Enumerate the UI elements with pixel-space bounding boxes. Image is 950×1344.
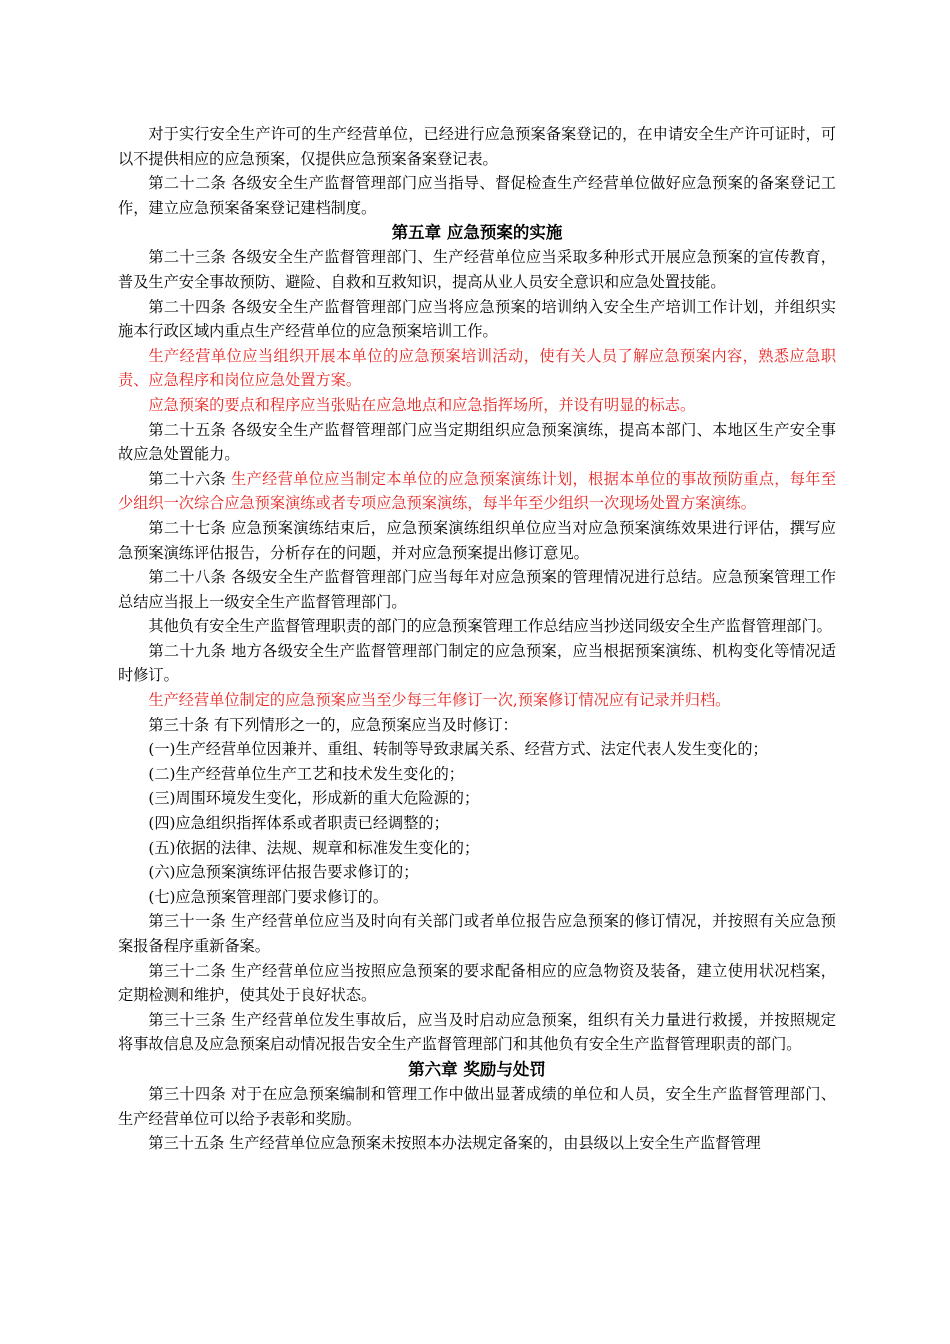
list-item: (五)依据的法律、法规、规章和标准发生变化的； [148,838,480,857]
paragraph: 其他负有安全生产监督管理职责的部门的应急预案管理工作总结应当抄送同级安全生产监督管理部门。 [148,617,832,636]
article-23: 第二十三条 各级安全生产监督管理部门、生产经营单位应当采取多种形式开展应急预案的宣传教育，普及生产安全事故预防、避险、自救和互救知识，提高从业人员安全意识和应急处置技能。 [118,248,836,291]
list-item: (二)生产经营单位生产工艺和技术发生变化的； [148,764,464,783]
article-26-lead: 第二十六条 [148,469,232,488]
article-33: 第三十三条 生产经营单位发生事故后，应当及时启动应急预案，组织有关力量进行救援，并按照规定将事故信息及应急预案启动情况报告安全生产监督管理部门和其他负有安全生产监督管理职责的部门。 [118,1010,836,1054]
list-item: (四)应急组织指挥体系或者职责已经调整的； [148,814,449,833]
article-29: 第二十九条 地方各级安全生产监督管理部门制定的应急预案，应当根据预案演练、机构变化等情况适时修订。 [118,641,836,685]
article-28: 第二十八条 各级安全生产监督管理部门应当每年对应急预案的管理情况进行总结。应急预案管理工作总结应当报上一级安全生产监督管理部门。 [118,568,836,611]
paragraph: 对于实行安全生产许可的生产经营单位，已经进行应急预案备案登记的，在申请安全生产许可证时，可以不提供相应的应急预案，仅提供应急预案备案登记表。 [118,125,836,168]
article-22: 第二十二条 各级安全生产监督管理部门应当指导、督促检查生产经营单位做好应急预案的备案登记工作，建立应急预案备案登记建档制度。 [118,174,836,217]
article-24: 第二十四条 各级安全生产监督管理部门应当将应急预案的培训纳入安全生产培训工作计划，并组织实施本行政区域内重点生产经营单位的应急预案培训工作。 [118,297,836,341]
document-page [118,122,836,1156]
article-26 [118,467,836,516]
list-item: (七)应急预案管理部门要求修订的。 [148,887,389,906]
article-27: 第二十七条 应急预案演练结束后，应急预案演练组织单位应当对应急预案演练效果进行评估，撰写应急预案演练评估报告，分析存在的问题，并对应急预案提出修订意见。 [118,518,836,562]
chapter-6-heading: 第六章 奖励与处罚 [408,1059,546,1079]
article-34: 第三十四条 对于在应急预案编制和管理工作中做出显著成绩的单位和人员，安全生产监督管理部门、生产经营单位可以给予表彰和奖励。 [118,1084,836,1128]
list-item: (三)周围环境发生变化，形成新的重大危险源的； [148,789,480,808]
highlight-paragraph: 生产经营单位制定的应急预案应当至少每三年修订一次,预案修订情况应有记录并归档。 [148,691,731,710]
list-item: (一)生产经营单位因兼并、重组、转制等导致隶属关系、经营方式、法定代表人发生变化的； [148,740,768,759]
article-32: 第三十二条 生产经营单位应当按照应急预案的要求配备相应的应急物资及装备，建立使用状况档案，定期检测和维护，使其处于良好状态。 [118,961,836,1005]
article-30: 第三十条 有下列情形之一的，应急预案应当及时修订： [148,715,518,734]
highlight-paragraph: 生产经营单位应当组织开展本单位的应急预案培训活动，使有关人员了解应急预案内容，熟悉应急职责、应急程序和岗位应急处置方案。 [118,346,836,390]
list-item: (六)应急预案演练评估报告要求修订的； [148,863,419,882]
highlight-paragraph: 应急预案的要点和程序应当张贴在应急地点和应急指挥场所，并设有明显的标志。 [148,395,696,414]
article-31: 第三十一条 生产经营单位应当及时向有关部门或者单位报告应急预案的修订情况，并按照有关应急预案报备程序重新备案。 [118,912,836,955]
article-25: 第二十五条 各级安全生产监督管理部门应当定期组织应急预案演练，提高本部门、本地区生产安全事故应急处置能力。 [118,420,836,464]
article-26-highlight: 生产经营单位应当制定本单位的应急预案演练计划，根据本单位的事故预防重点，每年至少组织一次综合应急预案演练或者专项应急预案演练，每半年至少组织一次现场处置方案演练。 [118,469,837,513]
article-35: 第三十五条 生产经营单位应急预案未按照本办法规定备案的，由县级以上安全生产监督管理 [148,1134,761,1153]
chapter-5-heading: 第五章 应急预案的实施 [391,223,563,243]
